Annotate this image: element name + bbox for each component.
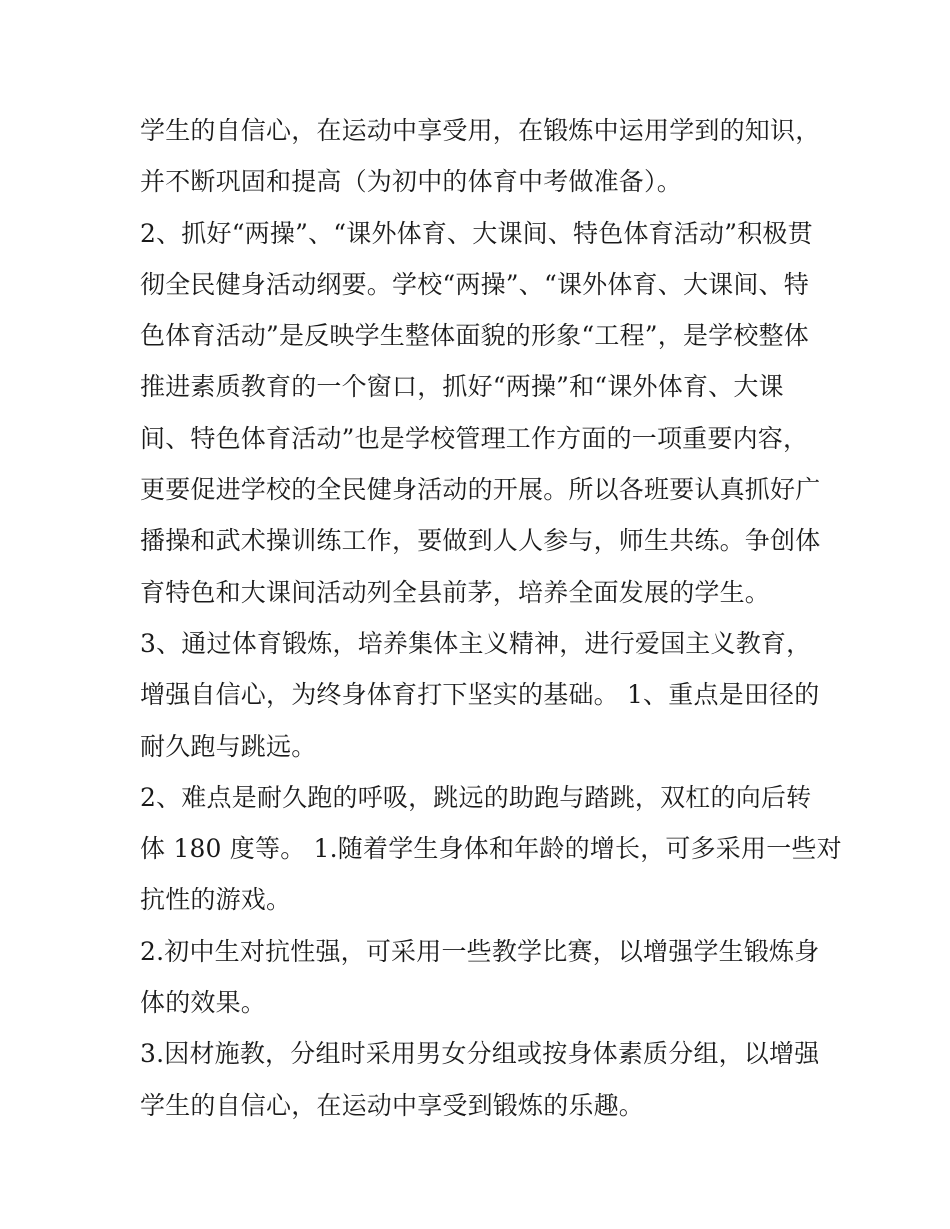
text-line: 间、特色体育活动”也是学校管理工作方面的一项重要内容，: [140, 423, 809, 453]
text-line: 推进素质教育的一个窗口，抓好“两操”和“课外体育、大课: [140, 372, 784, 402]
text-line: 2.初中生对抗性强，可采用一些教学比赛，以增强学生锻炼身: [140, 936, 820, 966]
text-line: 播操和武术操训练工作，要做到人人参与，师生共练。争创体: [140, 526, 821, 556]
text-line: 学生的自信心，在运动中享受到锻炼的乐趣。: [140, 1090, 645, 1120]
text-line: 3、通过体育锻炼，培养集体主义精神，进行爱国主义教育，: [140, 628, 812, 658]
text-line: 体的效果。: [140, 988, 267, 1018]
text-line: 学生的自信心，在运动中享受用，在锻炼中运用学到的知识，: [140, 116, 821, 145]
text-line: 并不断巩固和提高（为初中的体育中考做准备）。: [140, 167, 682, 197]
body-text: [140, 105, 842, 1131]
text-line: 彻全民健身活动纲要。学校“两操”、“课外体育、大课间、特: [140, 269, 809, 299]
text-line: 抗性的游戏。: [140, 885, 292, 915]
text-line: 2、抓好“两操”、“课外体育、大课间、特色体育活动”积极贯: [140, 218, 813, 248]
text-line: 耐久跑与跳远。: [140, 731, 317, 761]
text-line: 3.因材施教，分组时采用男女分组或按身体素质分组，以增强: [140, 1039, 820, 1069]
text-line: 色体育活动”是反映学生整体面貌的形象“工程”，是学校整体: [140, 321, 809, 351]
text-line: 育特色和大课间活动列全县前茅，培养全面发展的学生。: [140, 577, 771, 607]
text-line: 增强自信心，为终身体育打下坚实的基础。 1、重点是田径的: [140, 680, 820, 710]
text-line: 更要促进学校的全民健身活动的开展。所以各班要认真抓好广: [140, 475, 821, 505]
text-line: 2、难点是耐久跑的呼吸，跳远的助跑与踏跳，双杠的向后转: [140, 782, 812, 812]
text-line: 体 180 度等。 1.随着学生身体和年龄的增长，可多采用一些对: [140, 834, 842, 864]
